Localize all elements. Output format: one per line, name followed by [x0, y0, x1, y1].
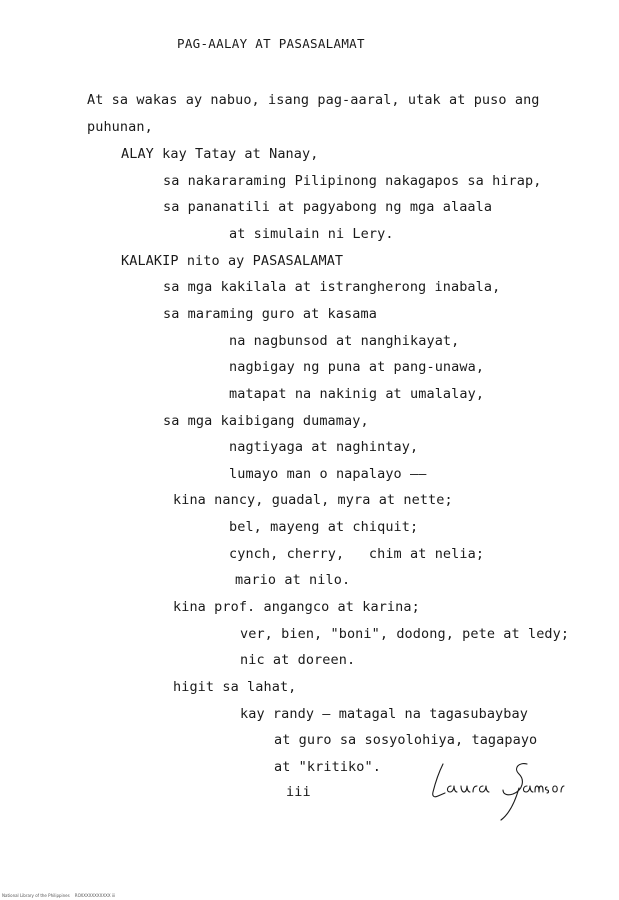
thanks-line-4: nagbigay ng puna at pang-unawa, — [229, 359, 485, 375]
friends-line-1: sa mga kaibigang dumamay, — [163, 413, 369, 429]
randy-line-2: at guro sa sosyolohiya, tagapayo — [274, 732, 538, 748]
alay-line-4: at simulain ni Lery. — [229, 226, 394, 242]
names-line-5: kina prof. angangco at karina; — [173, 599, 420, 615]
body-line-1: At sa wakas ay nabuo, isang pag-aaral, utak at puso ang — [87, 92, 540, 108]
names-line-2: bel, mayeng at chiquit; — [229, 519, 419, 535]
names-line-7: nic at doreen. — [240, 652, 356, 668]
randy-line-3: at "kritiko". — [274, 759, 381, 775]
thanks-line-3: na nagbunsod at nanghikayat, — [229, 333, 460, 349]
alay-line: ALAY kay Tatay at Nanay, — [121, 146, 319, 162]
alay-line-2: sa nakararaming Pilipinong nakagapos sa hirap, — [163, 173, 542, 189]
page-title: PAG-AALAY AT PASASALAMAT — [177, 36, 365, 51]
names-line-6: ver, bien, "boni", dodong, pete at ledy; — [240, 626, 570, 642]
randy-line-1: kay randy — matagal na tagasubaybay — [240, 706, 528, 722]
above-all-line: higit sa lahat, — [173, 679, 297, 695]
thanks-line-1: sa mga kakilala at istrangherong inabala, — [163, 279, 501, 295]
signature-image — [415, 758, 565, 828]
friends-line-2: nagtiyaga at naghintay, — [229, 439, 419, 455]
thanks-line-2: sa maraming guro at kasama — [163, 306, 377, 322]
friends-line-3: lumayo man o napalayo —— — [229, 466, 427, 482]
names-line-4: mario at nilo. — [235, 572, 351, 588]
page-number: iii — [286, 784, 311, 800]
names-line-3: cynch, cherry, chim at nelia; — [229, 546, 485, 562]
body-line-2: puhunan, — [87, 119, 153, 135]
footer-attribution: National Library of the Philippines ROXXXXXXXXXXX iii — [2, 893, 116, 898]
names-line-1: kina nancy, guadal, myra at nette; — [173, 492, 453, 508]
alay-line-3: sa pananatili at pagyabong ng mga alaala — [163, 199, 493, 215]
kalakip-line: KALAKIP nito ay PASASALAMAT — [121, 253, 344, 269]
thanks-line-5: matapat na nakinig at umalalay, — [229, 386, 485, 402]
